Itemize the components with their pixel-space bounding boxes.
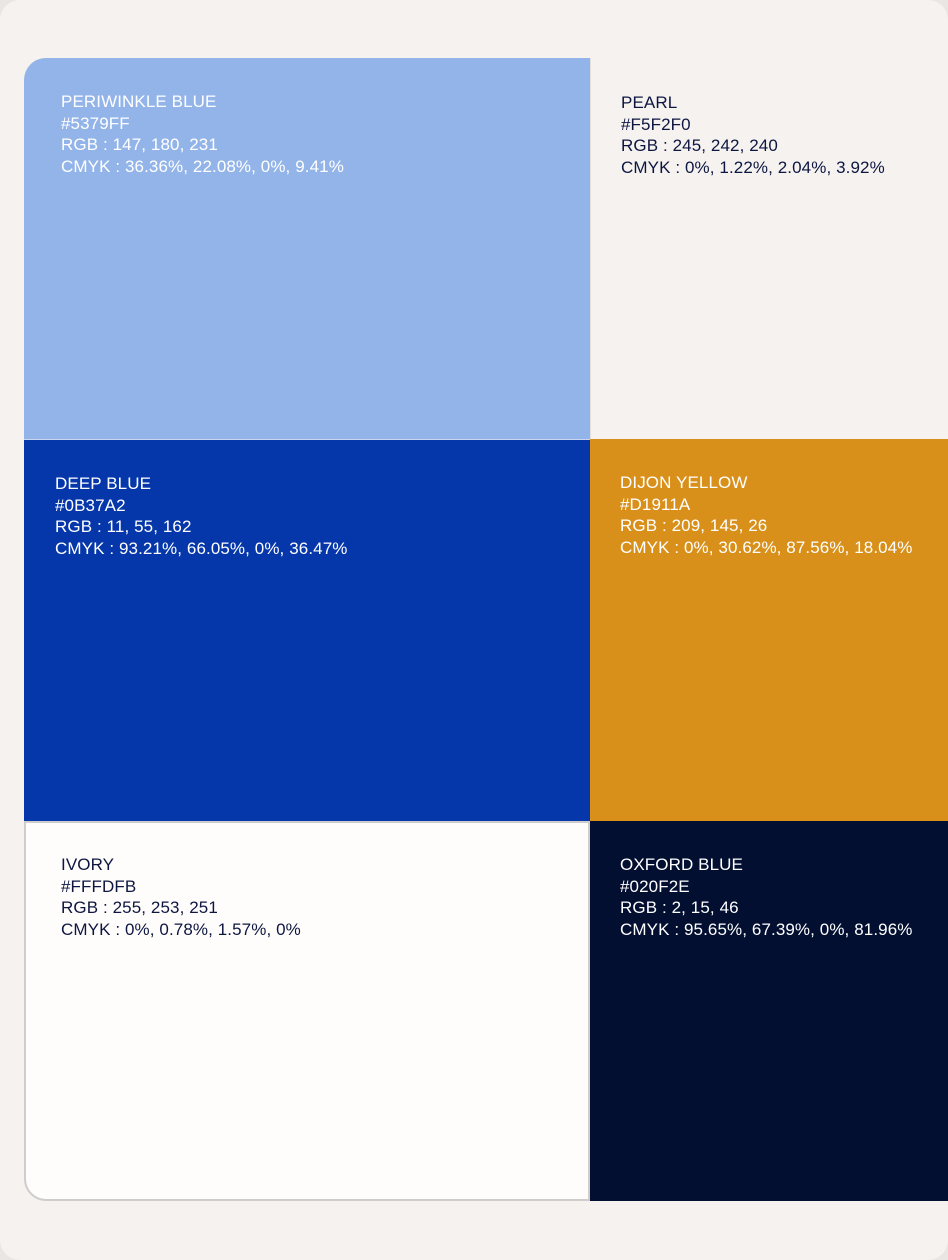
swatch-rgb: RGB : 147, 180, 231 — [61, 135, 218, 154]
swatch-hex: #D1911A — [620, 494, 691, 514]
swatch-oxford-blue — [590, 821, 948, 1201]
swatch-cmyk: CMYK : 95.65%, 67.39%, 0%, 81.96% — [620, 919, 913, 939]
swatch-cmyk: CMYK : 0%, 1.22%, 2.04%, 3.92% — [621, 157, 885, 177]
swatch-rgb: RGB : 245, 242, 240 — [621, 136, 778, 155]
swatch-name: PERIWINKLE BLUE — [61, 92, 217, 111]
swatch-cmyk: CMYK : 0%, 30.62%, 87.56%, 18.04% — [620, 537, 913, 557]
swatch-cmyk: CMYK : 93.21%, 66.05%, 0%, 36.47% — [55, 538, 348, 558]
swatch-hex: #5379FF — [61, 113, 130, 133]
swatch-info — [55, 473, 347, 559]
swatch-hex: #F5F2F0 — [621, 114, 691, 134]
swatch-hex: #FFFDFB — [61, 876, 137, 896]
swatch-rgb: RGB : 255, 253, 251 — [61, 898, 218, 917]
swatch-deep-blue — [24, 439, 590, 821]
swatch-info — [620, 472, 912, 558]
swatch-cmyk: CMYK : 36.36%, 22.08%, 0%, 9.41% — [61, 156, 344, 176]
swatch-periwinkle-blue — [24, 58, 590, 439]
swatch-name: OXFORD BLUE — [620, 855, 743, 874]
swatch-hex: #020F2E — [620, 876, 690, 896]
swatch-rgb: RGB : 11, 55, 162 — [55, 517, 192, 536]
swatch-name: DEEP BLUE — [55, 474, 152, 493]
swatch-info — [620, 854, 912, 940]
swatch-hex: #0B37A2 — [55, 495, 126, 515]
swatch-info — [621, 92, 885, 178]
swatch-name: IVORY — [61, 855, 115, 874]
swatch-pearl — [590, 58, 948, 439]
swatch-dijon-yellow — [590, 439, 948, 821]
swatch-info — [61, 854, 301, 940]
swatch-info — [61, 91, 344, 177]
swatch-name: DIJON YELLOW — [620, 473, 748, 492]
swatch-cmyk: CMYK : 0%, 0.78%, 1.57%, 0% — [61, 919, 301, 939]
swatch-name: PEARL — [621, 93, 678, 112]
swatch-rgb: RGB : 2, 15, 46 — [620, 898, 739, 917]
color-swatch-grid — [24, 58, 948, 1201]
swatch-rgb: RGB : 209, 145, 26 — [620, 516, 768, 535]
swatch-ivory — [24, 821, 590, 1201]
